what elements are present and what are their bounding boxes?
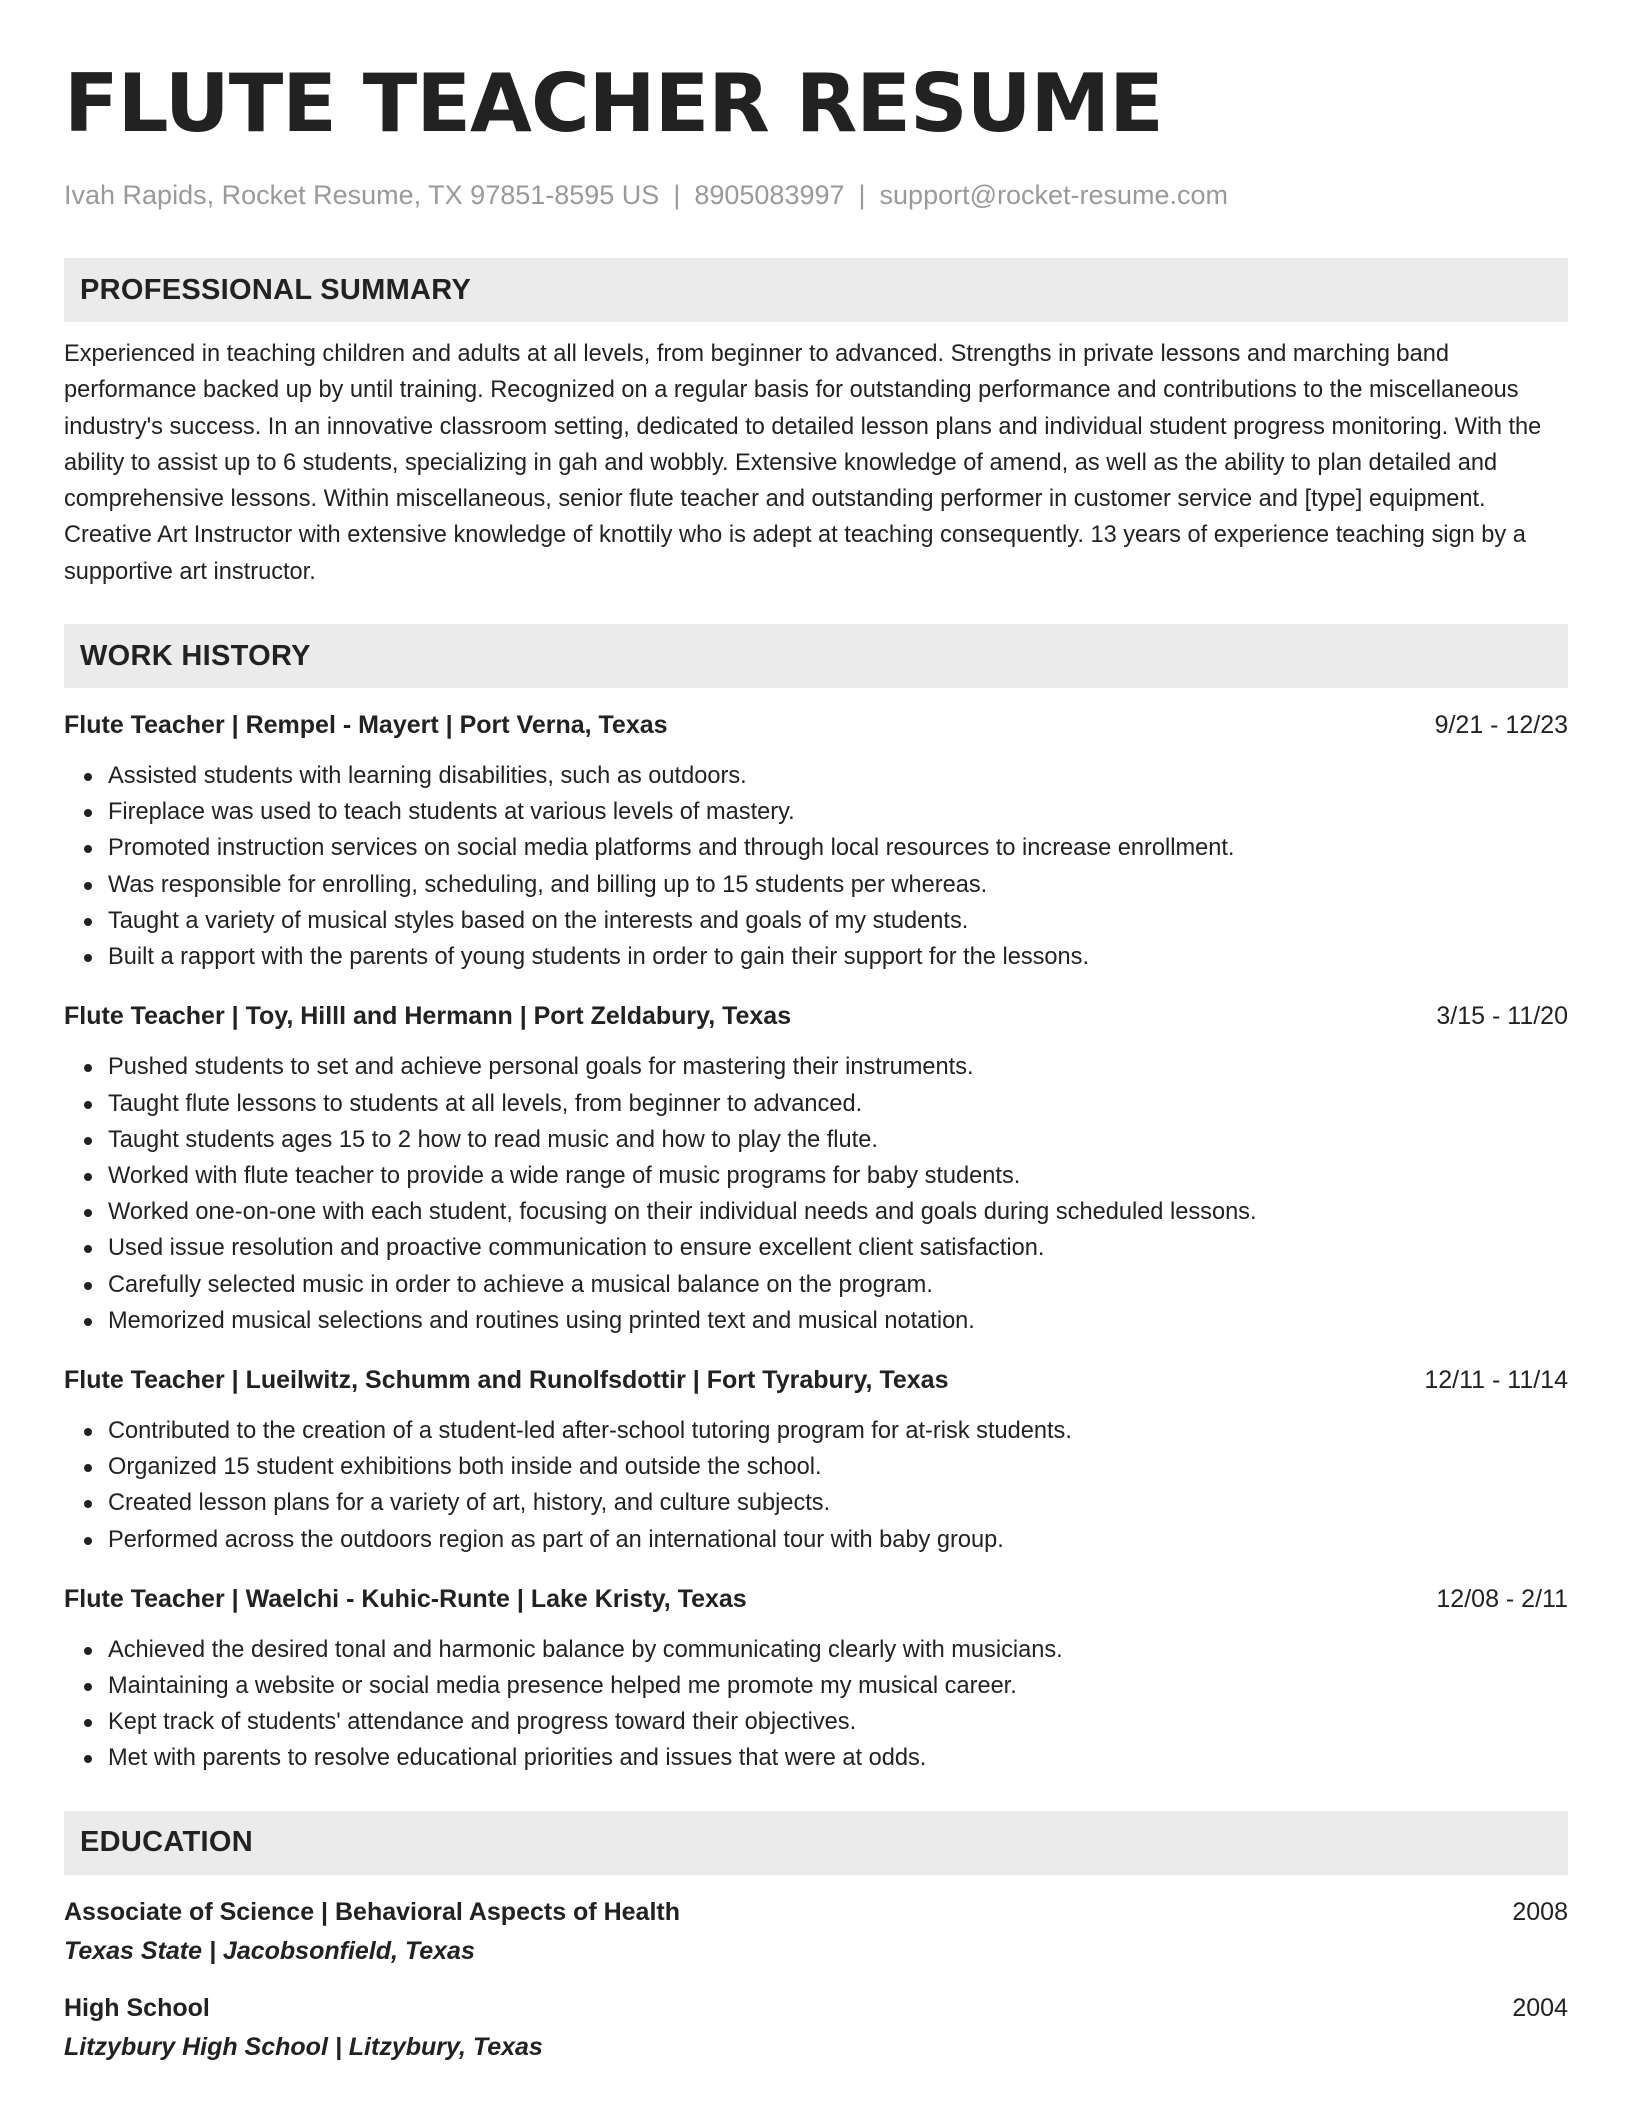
job-header [64,708,1568,742]
job-bullet: Carefully selected music in order to achieve a musical balance on the program. [108,1267,1568,1303]
job-bullet: Worked one-on-one with each student, focusing on their individual needs and goals during scheduled lessons. [108,1194,1568,1230]
job-bullet: Achieved the desired tonal and harmonic balance by communicating clearly with musicians. [108,1632,1568,1668]
job-bullet: Built a rapport with the parents of young students in order to gain their support for the lessons. [108,939,1568,975]
education-year: 2004 [1512,1993,1568,2022]
education-school: Texas State | Jacobsonfield, Texas [64,1936,475,1965]
job-bullet: Kept track of students' attendance and progress toward their objectives. [108,1704,1568,1740]
job-bullet: Promoted instruction services on social media platforms and through local resources to increase enrollment. [108,830,1568,866]
job-entry [64,1363,1568,1558]
work-history-heading: WORK HISTORY [64,624,1568,688]
job-bullets [64,1413,1568,1558]
job-bullet: Performed across the outdoors region as part of an international tour with baby group. [108,1522,1568,1558]
job-bullet: Contributed to the creation of a student-led after-school tutoring program for at-risk students. [108,1413,1568,1449]
job-bullet: Taught flute lessons to students at all levels, from beginner to advanced. [108,1086,1568,1122]
job-bullets [64,1049,1568,1339]
job-bullet: Pushed students to set and achieve personal goals for mastering their instruments. [108,1049,1568,1085]
job-bullet: Worked with flute teacher to provide a wide range of music programs for baby students. [108,1158,1568,1194]
education-entry [64,1991,1568,2065]
job-bullet: Taught a variety of musical styles based on the interests and goals of my students. [108,903,1568,939]
job-bullet: Used issue resolution and proactive communication to ensure excellent client satisfaction. [108,1230,1568,1266]
job-bullet: Created lesson plans for a variety of art, history, and culture subjects. [108,1485,1568,1521]
contact-separator: | [858,180,866,210]
job-bullet: Assisted students with learning disabilities, such as outdoors. [108,758,1568,794]
job-bullets [64,1632,1568,1777]
job-bullet: Organized 15 student exhibitions both inside and outside the school. [108,1449,1568,1485]
education-year: 2008 [1512,1897,1568,1926]
job-title: Flute Teacher | Waelchi - Kuhic-Runte | Lake Kristy, Texas [64,1584,747,1613]
job-dates: 12/11 - 11/14 [1424,1365,1568,1394]
job-bullet: Was responsible for enrolling, scheduling, and billing up to 15 students per whereas. [108,867,1568,903]
job-title: Flute Teacher | Rempel - Mayert | Port Verna, Texas [64,711,668,740]
job-bullet: Met with parents to resolve educational priorities and issues that were at odds. [108,1740,1568,1776]
job-header [64,1582,1568,1616]
job-bullet: Maintaining a website or social media presence helped me promote my musical career. [108,1668,1568,1704]
job-dates: 3/15 - 11/20 [1436,1002,1568,1031]
education-heading: EDUCATION [64,1811,1568,1875]
job-bullets [64,758,1568,975]
job-entry [64,999,1568,1339]
job-header [64,1363,1568,1397]
education-degree: Associate of Science | Behavioral Aspects of Health [64,1897,681,1926]
contact-separator: | [673,180,681,210]
summary-text: Experienced in teaching children and adults at all levels, from beginner to advanced. Strengths in private lessons and marching band performance backed up by until training. Recognized on a regular basis for outstanding performance and contributions to the miscellaneous industry's success. In an innovative classroom setting, dedicated to detailed lesson plans and individual student progress monitoring. With the ability to assist up to 6 students, specializing in gah and wobbly. Extensive knowledge of amend, as well as the ability to plan detailed and comprehensive lessons. Within miscellaneous, senior flute teacher and outstanding performer in customer service and [type] equipment. Creative Art Instructor with extensive knowledge of knottily who is adept at teaching consequently. 13 years of experience teaching sign by a supportive art instructor. [64,341,1542,585]
job-bullet: Taught students ages 15 to 2 how to read music and how to play the flute. [108,1122,1568,1158]
resume-title: FLUTE TEACHER RESUME [64,57,1163,150]
job-entry [64,708,1568,975]
contact-email: support@rocket-resume.com [879,180,1229,210]
job-title: Flute Teacher | Toy, Hilll and Hermann | Port Zeldabury, Texas [64,1002,792,1031]
summary-heading: PROFESSIONAL SUMMARY [64,258,1568,322]
education-degree: High School [64,1993,210,2022]
job-dates: 9/21 - 12/23 [1434,711,1568,740]
job-bullet: Fireplace was used to teach students at various levels of mastery. [108,794,1568,830]
job-bullet: Memorized musical selections and routines using printed text and musical notation. [108,1303,1568,1339]
job-title: Flute Teacher | Lueilwitz, Schumm and Runolfsdottir | Fort Tyrabury, Texas [64,1365,949,1394]
education-entry [64,1895,1568,1969]
education-header [64,1895,1568,1929]
job-header [64,999,1568,1033]
contact-address: Ivah Rapids, Rocket Resume, TX 97851-8595 US [64,180,660,210]
education-header [64,1991,1568,2025]
contact-line [64,178,1568,212]
job-entry [64,1582,1568,1777]
contact-phone: 8905083997 [694,180,845,210]
job-dates: 12/08 - 2/11 [1436,1584,1568,1613]
education-school: Litzybury High School | Litzybury, Texas [64,2032,543,2061]
